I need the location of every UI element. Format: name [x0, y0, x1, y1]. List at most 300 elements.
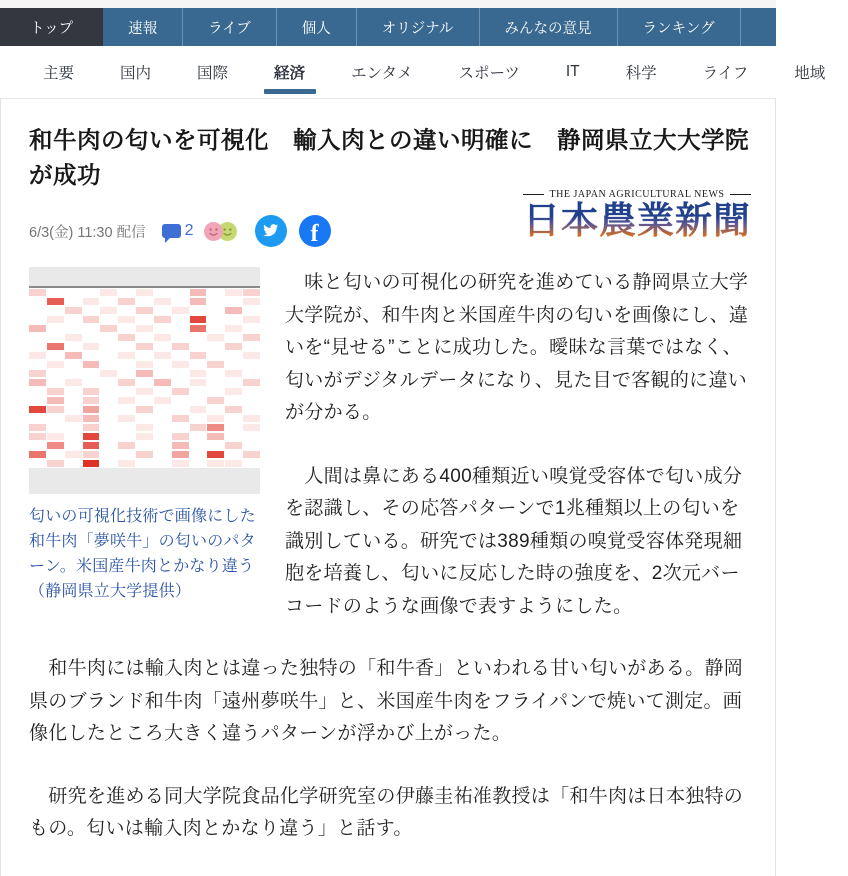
heatmap-cell — [100, 370, 117, 377]
paragraph-1: 味と匂いの可視化の研究を進めている静岡県立大学大学院が、和牛肉と米国産牛肉の匂いを画像にし、違いを“見せる”ことに成功した。曖昧な言葉ではなく、匂いがデジタルデータになり、見た目で客観的に違いが分かる。 — [285, 272, 749, 423]
heatmap-cell — [100, 451, 117, 458]
heatmap-cell — [47, 397, 64, 404]
heatmap-cell — [190, 433, 207, 440]
heatmap-cell — [47, 289, 64, 296]
heatmap-cell — [83, 325, 100, 332]
heatmap-cell — [190, 397, 207, 404]
heatmap-cell — [154, 415, 171, 422]
heatmap-cell — [65, 370, 82, 377]
active-category-underline — [264, 89, 316, 94]
heatmap-cell — [29, 334, 46, 341]
heatmap-cell — [29, 298, 46, 305]
heatmap-cell — [190, 307, 207, 314]
heatmap-cell — [136, 406, 153, 413]
heatmap-cell — [243, 370, 260, 377]
heatmap-cell — [47, 442, 64, 449]
heatmap-cell — [65, 415, 82, 422]
heatmap-cell — [154, 325, 171, 332]
heatmap-cell — [136, 433, 153, 440]
heatmap-cell — [190, 451, 207, 458]
paragraph-3: 和牛肉には輸入肉とは違った独特の「和牛香」といわれる甘い匂いがある。静岡県のブランド和牛肉「遠州夢咲牛」と、米国産牛肉をフライパンで焼いて測定。画像化したところ大きく違うパターンが浮かび上がった。 — [29, 658, 744, 744]
heatmap-cell — [83, 460, 100, 467]
heatmap-cell — [83, 334, 100, 341]
heatmap-cell — [225, 451, 242, 458]
heatmap-cell — [207, 388, 224, 395]
heatmap-cell — [207, 442, 224, 449]
heatmap-cell — [100, 289, 117, 296]
heatmap-cell — [190, 334, 207, 341]
category-world[interactable]: 国際 — [197, 65, 229, 82]
nav-tab-opinions[interactable]: みんなの意見 — [504, 20, 592, 37]
heatmap-cell — [47, 325, 64, 332]
category-science[interactable]: 科学 — [625, 65, 657, 82]
heatmap-cell — [65, 307, 82, 314]
heatmap-cell — [83, 433, 100, 440]
heatmap-cell — [190, 424, 207, 431]
category-domestic[interactable]: 国内 — [120, 65, 152, 82]
heatmap-cell — [47, 307, 64, 314]
heatmap-cell — [225, 442, 242, 449]
heatmap-cell — [118, 460, 135, 467]
heatmap-cell — [47, 334, 64, 341]
heatmap-cell — [47, 298, 64, 305]
heatmap-cell — [29, 424, 46, 431]
article-top-section — [29, 267, 751, 623]
heatmap-cell — [65, 352, 82, 359]
heatmap-cell — [154, 424, 171, 431]
heatmap-cell — [225, 334, 242, 341]
heatmap-cell — [118, 370, 135, 377]
heatmap-cell — [65, 289, 82, 296]
category-economy[interactable] — [251, 46, 328, 98]
heatmap-cell — [172, 451, 189, 458]
heatmap-cell — [207, 307, 224, 314]
heatmap-cell — [83, 406, 100, 413]
heatmap-cell — [172, 325, 189, 332]
heatmap-cell — [190, 406, 207, 413]
heatmap-cell — [225, 352, 242, 359]
heatmap-cell — [243, 451, 260, 458]
heatmap-cell — [172, 379, 189, 386]
heatmap-cell — [154, 289, 171, 296]
heatmap-cell — [207, 406, 224, 413]
heatmap-cell — [118, 334, 135, 341]
category-economy-label: 経済 — [274, 65, 306, 82]
heatmap-cell — [29, 316, 46, 323]
heatmap-cell — [65, 406, 82, 413]
heatmap-cell — [136, 451, 153, 458]
heatmap-cell — [225, 406, 242, 413]
heatmap-cell — [83, 352, 100, 359]
nav-tab-original[interactable]: オリジナル — [381, 20, 454, 37]
paragraph-2: 人間は鼻にある400種類近い嗅覚受容体で匂い成分を認識し、その応答パターンで1兆種類以上の匂いを識別している。研究では389種類の嗅覚受容体発現細胞を培養し、匂いに反応した時の強度を、2次元バーコードのような画像で表すようにした。 — [285, 465, 743, 617]
heatmap-cell — [190, 361, 207, 368]
publisher-name: 日本農業新聞 — [523, 200, 751, 241]
heatmap-cell — [243, 424, 260, 431]
heatmap-cell — [118, 397, 135, 404]
heatmap-cell — [118, 343, 135, 350]
heatmap-cell — [47, 460, 64, 467]
heatmap-cell — [172, 433, 189, 440]
heatmap-cell — [136, 352, 153, 359]
heatmap-cell — [172, 334, 189, 341]
heatmap-cell — [29, 460, 46, 467]
heatmap-cell — [154, 307, 171, 314]
heatmap-cell — [65, 388, 82, 395]
heatmap-cell — [154, 442, 171, 449]
smiley-pink-icon — [204, 222, 223, 241]
heatmap-cell — [29, 397, 46, 404]
heatmap-cell — [207, 424, 224, 431]
heatmap-cell — [83, 298, 100, 305]
heatmap-cell — [207, 370, 224, 377]
heatmap-cell — [207, 334, 224, 341]
heatmap-cell — [172, 361, 189, 368]
heatmap-cell — [207, 451, 224, 458]
heatmap-cell — [136, 388, 153, 395]
heatmap-cell — [136, 370, 153, 377]
heatmap-cell — [100, 361, 117, 368]
heatmap-cell — [83, 316, 100, 323]
heatmap-cell — [118, 316, 135, 323]
nav-tab-flash[interactable]: 速報 — [128, 20, 158, 37]
heatmap-cell — [83, 307, 100, 314]
facebook-share-button[interactable] — [299, 215, 331, 247]
heatmap-cell — [136, 361, 153, 368]
article-title: 和牛肉の匂いを可視化 輸入肉との違い明確に 静岡県立大大学院が成功 — [29, 127, 749, 188]
heatmap-cell — [65, 298, 82, 305]
heatmap-cell — [243, 433, 260, 440]
heatmap-cell — [118, 415, 135, 422]
comments-button[interactable] — [162, 222, 194, 240]
heatmap-cell — [118, 307, 135, 314]
publish-date: 6/3(金) 11:30 配信 — [29, 224, 146, 241]
heatmap-cell — [83, 415, 100, 422]
article-body-section — [29, 653, 751, 846]
heatmap-cell — [190, 442, 207, 449]
heatmap-cell — [172, 343, 189, 350]
heatmap-cell — [100, 334, 117, 341]
heatmap-cell — [154, 316, 171, 323]
heatmap-cell — [100, 433, 117, 440]
heatmap-cell — [243, 388, 260, 395]
category-region[interactable]: 地域 — [794, 65, 826, 82]
heatmap-cell — [83, 442, 100, 449]
heatmap-cell — [154, 298, 171, 305]
heatmap-cell — [118, 406, 135, 413]
nav-tab-personal[interactable]: 個人 — [301, 20, 331, 37]
heatmap-cell — [65, 397, 82, 404]
heatmap-cell — [243, 460, 260, 467]
heatmap-cell — [243, 361, 260, 368]
heatmap-cell — [83, 388, 100, 395]
heatmap-cell — [65, 343, 82, 350]
category-life[interactable]: ライフ — [702, 65, 749, 82]
heatmap-cell — [47, 406, 64, 413]
smell-heatmap — [29, 288, 260, 468]
heatmap-cell — [29, 352, 46, 359]
image-bottom-bar — [29, 468, 260, 494]
heatmap-cell — [243, 415, 260, 422]
heatmap-cell — [207, 433, 224, 440]
article-meta-row — [29, 189, 751, 253]
heatmap-cell — [172, 289, 189, 296]
heatmap-cell — [65, 316, 82, 323]
heatmap-cell — [47, 361, 64, 368]
heatmap-cell — [65, 451, 82, 458]
heatmap-cell — [172, 415, 189, 422]
heatmap-cell — [154, 370, 171, 377]
nav-filler — [741, 8, 776, 46]
heatmap-cell — [225, 298, 242, 305]
heatmap-cell — [83, 361, 100, 368]
category-main[interactable]: 主要 — [43, 65, 75, 82]
paragraph-4: 研究を進める同大学院食品化学研究室の伊藤圭祐准教授は「和牛肉は日本独特のもの。匂いは輸入肉とかなり違う」と話す。 — [29, 785, 744, 839]
heatmap-cell — [100, 307, 117, 314]
heatmap-cell — [29, 343, 46, 350]
heatmap-cell — [190, 352, 207, 359]
heatmap-cell — [207, 460, 224, 467]
heatmap-cell — [136, 343, 153, 350]
category-entertainment[interactable]: エンタメ — [351, 65, 413, 82]
heatmap-cell — [65, 460, 82, 467]
publisher-logo[interactable] — [523, 189, 751, 243]
nav-tab-top[interactable]: トップ — [0, 8, 103, 46]
heatmap-cell — [47, 424, 64, 431]
heatmap-cell — [154, 451, 171, 458]
heatmap-cell — [243, 397, 260, 404]
heatmap-cell — [136, 325, 153, 332]
heatmap-cell — [225, 361, 242, 368]
heatmap-cell — [225, 316, 242, 323]
heatmap-cell — [243, 334, 260, 341]
heatmap-cell — [154, 433, 171, 440]
article-lead-column — [285, 267, 751, 623]
heatmap-cell — [225, 415, 242, 422]
heatmap-cell — [83, 343, 100, 350]
heatmap-cell — [207, 352, 224, 359]
article-card — [0, 99, 776, 876]
heatmap-cell — [29, 370, 46, 377]
heatmap-cell — [243, 325, 260, 332]
heatmap-cell — [136, 397, 153, 404]
heatmap-cell — [225, 379, 242, 386]
heatmap-cell — [118, 451, 135, 458]
heatmap-cell — [243, 379, 260, 386]
heatmap-cell — [29, 361, 46, 368]
heatmap-cell — [29, 379, 46, 386]
heatmap-cell — [47, 388, 64, 395]
heatmap-cell — [154, 460, 171, 467]
heatmap-cell — [100, 352, 117, 359]
heatmap-cell — [207, 361, 224, 368]
heatmap-cell — [100, 406, 117, 413]
heatmap-cell — [47, 451, 64, 458]
category-it[interactable]: IT — [565, 63, 580, 80]
heatmap-cell — [65, 361, 82, 368]
primary-nav — [0, 8, 776, 46]
figure-caption[interactable]: 匂いの可視化技術で画像にした和牛肉「夢咲牛」の匂いのパターン。米国産牛肉とかなり違う（静岡県立大学提供） — [29, 508, 256, 600]
heatmap-cell — [243, 316, 260, 323]
heatmap-cell — [47, 343, 64, 350]
heatmap-cell — [225, 307, 242, 314]
heatmap-cell — [190, 325, 207, 332]
heatmap-cell — [65, 325, 82, 332]
smell-pattern-image[interactable] — [29, 267, 260, 494]
publisher-tagline: THE JAPAN AGRICULTURAL NEWS — [523, 189, 751, 200]
heatmap-cell — [172, 370, 189, 377]
heatmap-cell — [154, 334, 171, 341]
heatmap-cell — [225, 433, 242, 440]
heatmap-cell — [47, 352, 64, 359]
heatmap-cell — [100, 379, 117, 386]
heatmap-cell — [100, 460, 117, 467]
heatmap-cell — [47, 415, 64, 422]
heatmap-cell — [47, 370, 64, 377]
heatmap-cell — [225, 325, 242, 332]
heatmap-cell — [29, 289, 46, 296]
heatmap-cell — [190, 460, 207, 467]
heatmap-cell — [65, 433, 82, 440]
category-sports[interactable]: スポーツ — [458, 65, 520, 82]
heatmap-cell — [29, 406, 46, 413]
heatmap-cell — [29, 325, 46, 332]
comment-count: 2 — [184, 222, 194, 239]
heatmap-cell — [243, 343, 260, 350]
heatmap-cell — [29, 388, 46, 395]
heatmap-cell — [225, 397, 242, 404]
heatmap-cell — [29, 442, 46, 449]
heatmap-cell — [136, 442, 153, 449]
heatmap-cell — [225, 343, 242, 350]
heatmap-cell — [118, 352, 135, 359]
heatmap-cell — [154, 397, 171, 404]
heatmap-cell — [154, 343, 171, 350]
heatmap-cell — [154, 352, 171, 359]
heatmap-cell — [118, 433, 135, 440]
heatmap-cell — [136, 289, 153, 296]
heatmap-cell — [29, 415, 46, 422]
heatmap-cell — [136, 307, 153, 314]
heatmap-cell — [29, 451, 46, 458]
heatmap-cell — [243, 442, 260, 449]
heatmap-cell — [29, 307, 46, 314]
heatmap-cell — [100, 316, 117, 323]
heatmap-cell — [225, 370, 242, 377]
heatmap-cell — [47, 379, 64, 386]
heatmap-cell — [65, 424, 82, 431]
heatmap-cell — [29, 433, 46, 440]
heatmap-cell — [83, 397, 100, 404]
facebook-f-icon: f — [310, 221, 319, 247]
heatmap-cell — [225, 289, 242, 296]
heatmap-cell — [207, 397, 224, 404]
heatmap-cell — [136, 460, 153, 467]
heatmap-cell — [207, 379, 224, 386]
heatmap-cell — [118, 325, 135, 332]
nav-tab-ranking[interactable]: ランキング — [642, 20, 715, 37]
heatmap-cell — [65, 334, 82, 341]
heatmap-cell — [243, 289, 260, 296]
heatmap-cell — [100, 388, 117, 395]
heatmap-cell — [243, 298, 260, 305]
heatmap-cell — [118, 442, 135, 449]
heatmap-cell — [83, 451, 100, 458]
heatmap-cell — [190, 289, 207, 296]
nav-tab-live[interactable]: ライブ — [208, 20, 251, 37]
heatmap-cell — [100, 415, 117, 422]
article-figure — [29, 267, 262, 623]
heatmap-cell — [190, 298, 207, 305]
heatmap-cell — [136, 415, 153, 422]
heatmap-cell — [225, 460, 242, 467]
heatmap-cell — [100, 442, 117, 449]
heatmap-cell — [207, 298, 224, 305]
heatmap-cell — [225, 424, 242, 431]
heatmap-cell — [118, 379, 135, 386]
heatmap-cell — [65, 379, 82, 386]
heatmap-cell — [172, 316, 189, 323]
comment-bubble-icon — [162, 224, 181, 238]
heatmap-cell — [100, 298, 117, 305]
heatmap-cell — [154, 406, 171, 413]
heatmap-cell — [47, 433, 64, 440]
heatmap-cell — [118, 361, 135, 368]
page-top-strip — [0, 0, 776, 8]
reactions-button[interactable] — [204, 222, 237, 241]
heatmap-cell — [118, 424, 135, 431]
heatmap-cell — [172, 406, 189, 413]
heatmap-cell — [83, 424, 100, 431]
heatmap-cell — [190, 379, 207, 386]
heatmap-cell — [100, 397, 117, 404]
heatmap-cell — [190, 343, 207, 350]
twitter-bird-icon — [262, 222, 280, 240]
heatmap-cell — [243, 307, 260, 314]
heatmap-cell — [172, 424, 189, 431]
heatmap-cell — [154, 379, 171, 386]
heatmap-cell — [83, 289, 100, 296]
heatmap-cell — [225, 388, 242, 395]
heatmap-cell — [154, 388, 171, 395]
heatmap-cell — [154, 361, 171, 368]
heatmap-cell — [172, 460, 189, 467]
heatmap-cell — [136, 424, 153, 431]
heatmap-cell — [65, 442, 82, 449]
heatmap-cell — [207, 325, 224, 332]
heatmap-cell — [172, 442, 189, 449]
heatmap-cell — [136, 316, 153, 323]
heatmap-cell — [83, 370, 100, 377]
heatmap-cell — [207, 343, 224, 350]
heatmap-cell — [118, 298, 135, 305]
heatmap-cell — [100, 343, 117, 350]
heatmap-cell — [243, 352, 260, 359]
category-nav — [0, 46, 826, 99]
heatmap-cell — [136, 298, 153, 305]
heatmap-cell — [172, 298, 189, 305]
image-top-bar — [29, 267, 260, 288]
heatmap-cell — [100, 325, 117, 332]
heatmap-cell — [100, 424, 117, 431]
heatmap-cell — [190, 388, 207, 395]
heatmap-cell — [118, 289, 135, 296]
heatmap-cell — [118, 388, 135, 395]
heatmap-cell — [190, 316, 207, 323]
heatmap-cell — [136, 379, 153, 386]
heatmap-cell — [172, 307, 189, 314]
twitter-share-button[interactable] — [255, 215, 287, 247]
